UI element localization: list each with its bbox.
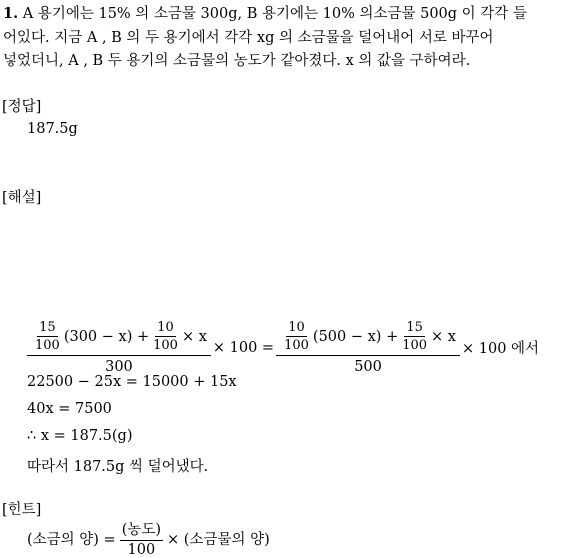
equation-mid: × 100 = bbox=[212, 339, 275, 356]
problem-line-1 bbox=[3, 2, 569, 27]
answer-value: 187.5g bbox=[27, 121, 78, 137]
equation-tail: × 100 에서 bbox=[461, 341, 540, 357]
left-fraction: $\frac{15}{100}$ (300 − x) + $\frac{10}{100}$ × x 300 bbox=[27, 320, 211, 375]
problem-statement bbox=[3, 2, 569, 74]
hint-label: [힌트] bbox=[2, 502, 42, 518]
problem-line-3: 넣었더니, A , B 두 용기의 소금물의 농도가 같아졌다. x 의 값을 구하여라. bbox=[3, 53, 471, 69]
hint-rhs: × (소금물의 양) bbox=[167, 531, 270, 548]
hint-lhs: (소금의 양) = bbox=[27, 531, 116, 548]
step-2: 40x = 7500 bbox=[27, 401, 112, 417]
main-equation bbox=[25, 320, 539, 375]
conclusion: 따라서 187.5g 씩 덜어냈다. bbox=[27, 459, 209, 475]
hint-formula bbox=[27, 518, 270, 558]
step-1: 22500 − 25x = 15000 + 15x bbox=[27, 374, 237, 390]
hint-fraction: $\frac{\text{(농도)}}{100}$ bbox=[120, 518, 163, 558]
problem-line-2: 어있다. 지금 A , B 의 두 용기에서 각각 xg 의 소금물을 덜어내어 서로 바꾸어 bbox=[3, 29, 494, 46]
step-3: ∴ x = 187.5(g) bbox=[27, 428, 133, 444]
problem-text-1: A 용기에는 15% 의 소금물 300g, B 용기에는 10% 의소금물 500g 이 각각 들 bbox=[22, 6, 527, 22]
problem-number: 1. bbox=[3, 5, 19, 22]
answer-label: [정답] bbox=[2, 99, 42, 115]
right-fraction: $\frac{10}{100}$ (500 − x) + $\frac{15}{100}$ × x 500 bbox=[276, 320, 460, 375]
explanation-label: [해설] bbox=[2, 190, 42, 206]
